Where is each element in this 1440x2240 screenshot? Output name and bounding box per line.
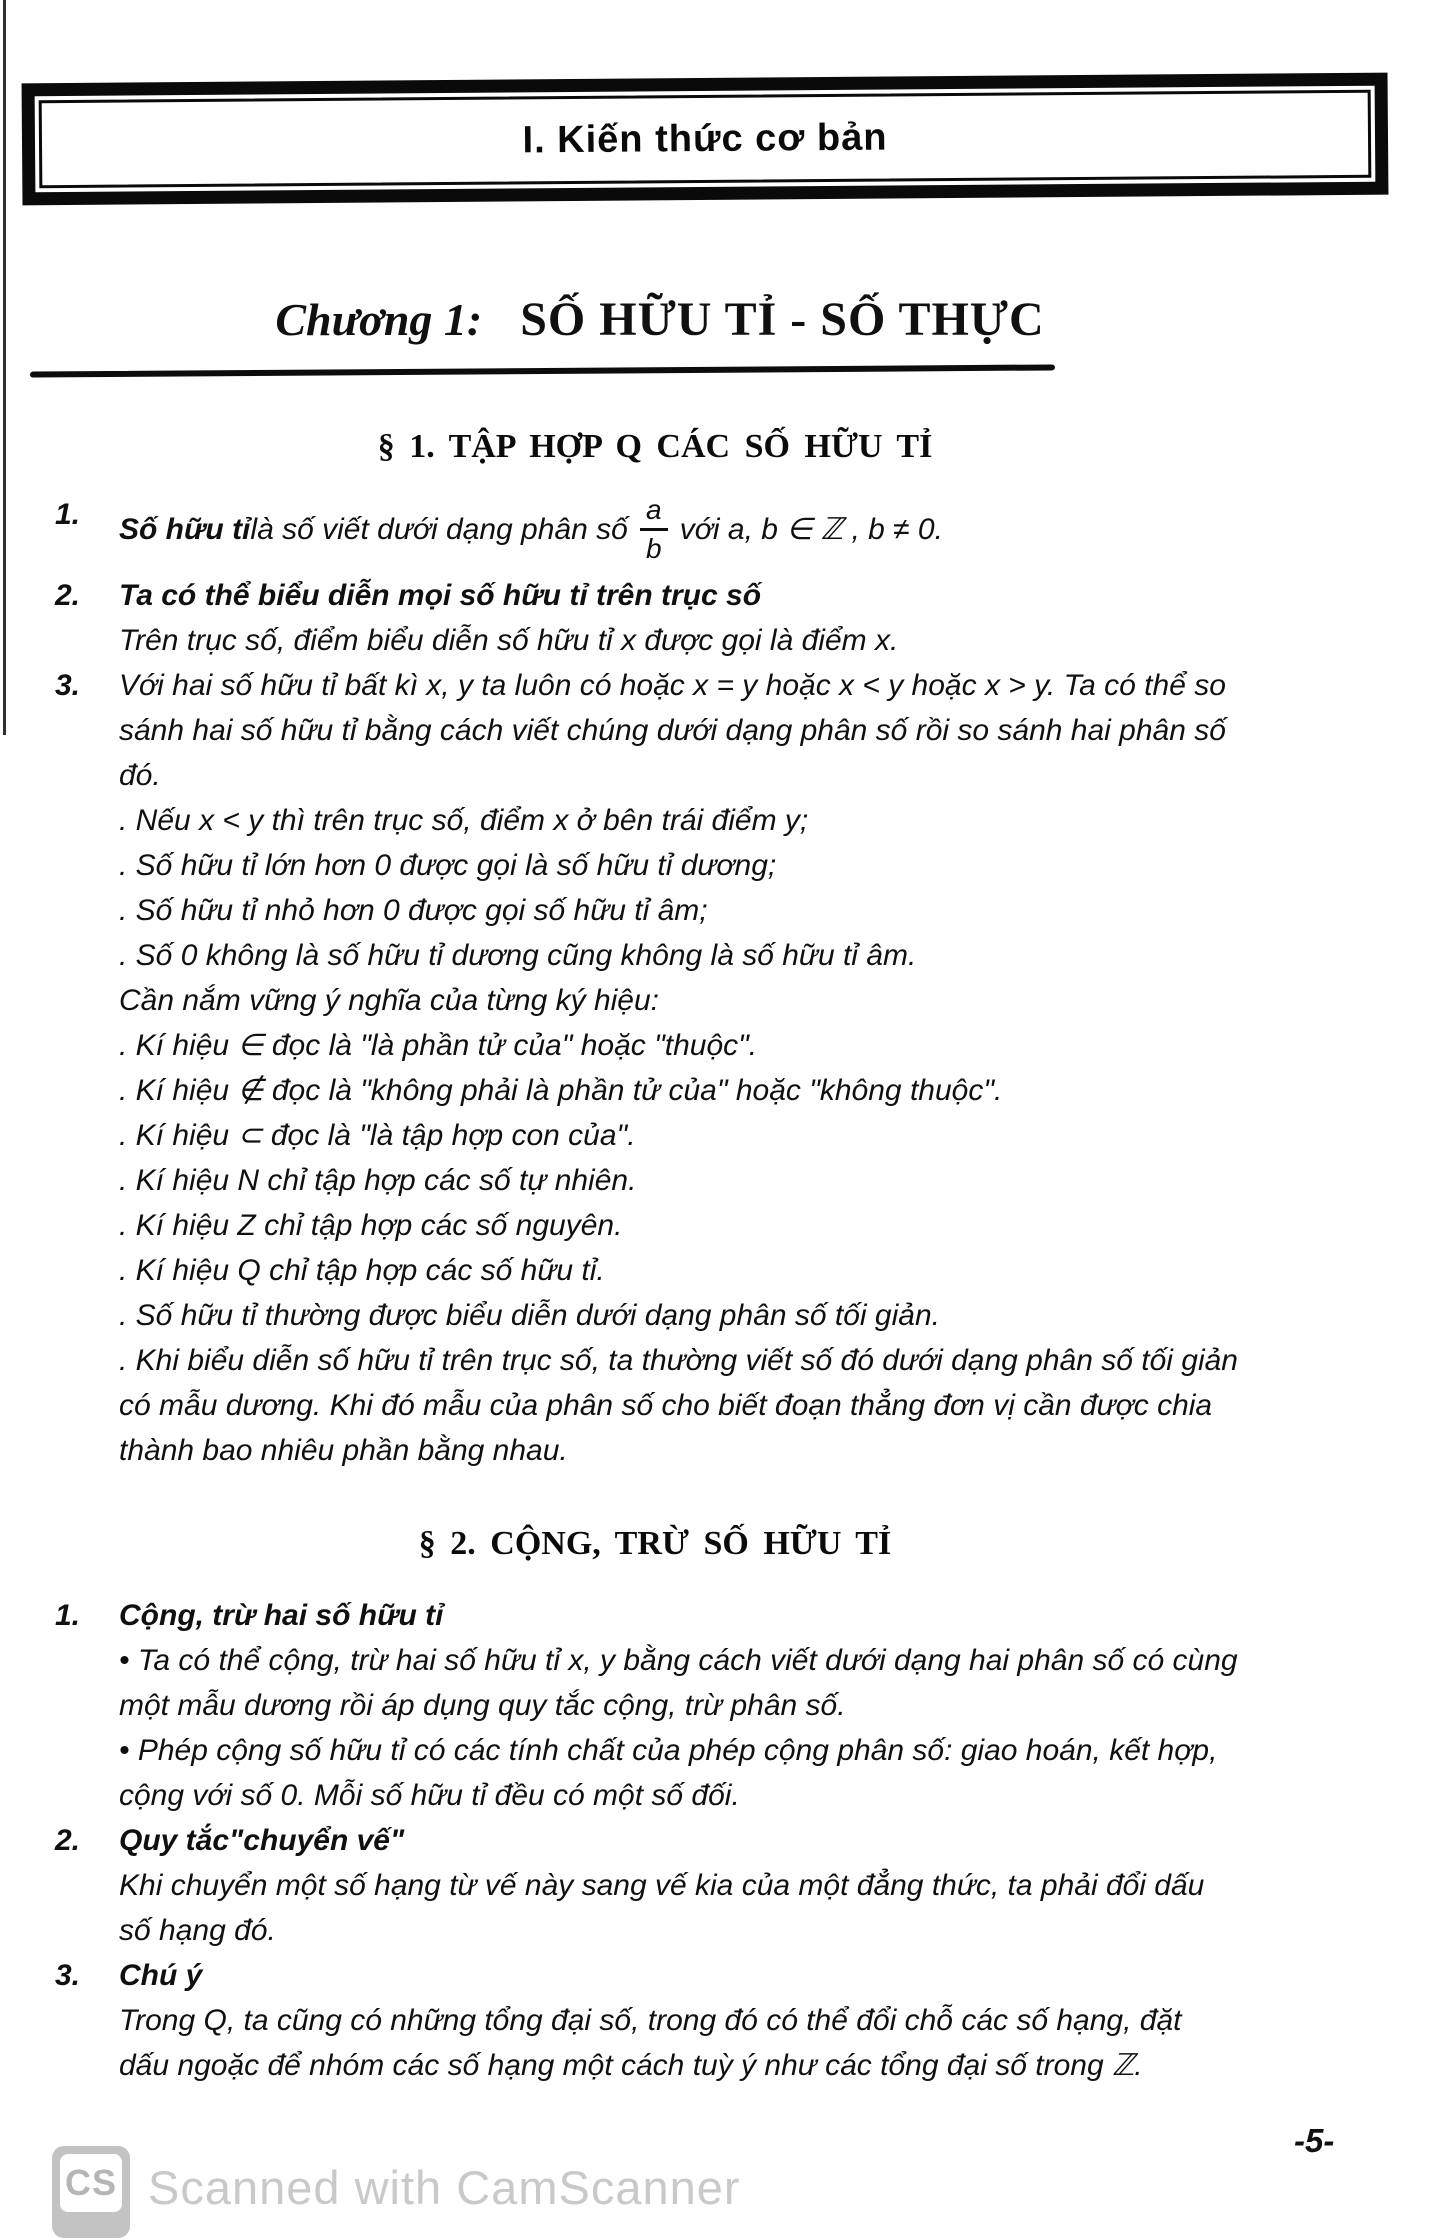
bullet-line: • Ta có thể cộng, trừ hai số hữu tỉ x, y bằng cách viết dưới dạng hai phân số có cùng một mẫu dương rồi áp dụng quy tắc cộng, trừ phân số. (119, 1644, 1238, 1722)
header-box-title: I. Kiến thức cơ bản (522, 116, 888, 161)
note-line: . Kí hiệu Q chỉ tập hợp các số hữu tỉ. (119, 1254, 605, 1287)
page-number: -5- (1294, 2122, 1335, 2159)
note-line: . Nếu x < y thì trên trục số, điểm x ở bên trái điểm y; (119, 804, 809, 837)
note-line: . Kí hiệu Z chỉ tập hợp các số nguyên. (119, 1209, 623, 1242)
camscanner-watermark: Scanned with CamScanner (148, 2161, 741, 2214)
item-number: 1. (55, 1599, 81, 1632)
item-lead: Chú ý (119, 1959, 203, 1992)
section-1-heading: § 1. TẬP HỢP Q CÁC SỐ HỮU TỈ (377, 428, 933, 465)
note-line: . Kí hiệu ⊂ đọc là "là tập hợp con của". (119, 1119, 636, 1152)
item-lead: Số hữu tỉ (119, 513, 251, 546)
page-body (55, 428, 1255, 2088)
item-number: 2. (55, 1824, 81, 1857)
item-text (119, 496, 1239, 563)
list-item-3 (55, 663, 1255, 1473)
chapter-divider-rule (30, 364, 1055, 377)
item-number: 2. (55, 579, 81, 612)
list-item-1 (55, 1593, 1255, 1818)
item-text-pre: là số viết dưới dạng phân số (250, 513, 628, 546)
section-2-heading: § 2. CỘNG, TRỪ SỐ HỮU TỈ (418, 1525, 892, 1562)
note-line: . Số hữu tỉ nhỏ hơn 0 được gọi số hữu tỉ âm; (119, 894, 708, 927)
note-line: . Kí hiệu ∉ đọc là "không phải là phần tử của" hoặc "không thuộc". (119, 1074, 1003, 1107)
header-box-inner-border (39, 90, 1372, 188)
item-text (119, 1593, 1239, 1818)
note-line: . Kí hiệu N chỉ tập hợp các số tự nhiên. (119, 1164, 637, 1197)
item-text (119, 1953, 1239, 2088)
item-text (119, 663, 1239, 1473)
fraction-bar (640, 528, 668, 531)
header-box (22, 73, 1389, 206)
item-number: 3. (55, 1959, 81, 1992)
chapter-heading (0, 292, 1320, 347)
item-text (119, 1818, 1239, 1953)
note-line: . Khi biểu diễn số hữu tỉ trên trục số, ta thường viết số đó dưới dạng phân số tối giản có mẫu dương. Khi đó mẫu của phân số cho biết đoạn thẳng đơn vị cần được chia thành bao nhiêu phần bằng nhau. (119, 1344, 1238, 1467)
item-paragraph: Với hai số hữu tỉ bất kì x, y ta luôn có hoặc x = y hoặc x < y hoặc x > y. Ta có thể so sánh hai số hữu tỉ bằng cách viết chúng dưới dạng phân số rồi so sánh hai phân số đó. (119, 669, 1226, 792)
list-item-2 (55, 573, 1255, 663)
item-body: Trên trục số, điểm biểu diễn số hữu tỉ x được gọi là điểm x. (119, 624, 899, 657)
camscanner-logo (52, 2146, 130, 2238)
item-number: 3. (55, 669, 81, 702)
note-line: . Số hữu tỉ thường được biểu diễn dưới dạng phân số tối giản. (119, 1299, 940, 1332)
scan-edge-artifact (3, 0, 6, 735)
list-item-1 (55, 492, 1255, 573)
list-item-3 (55, 1953, 1255, 2088)
list-item-2 (55, 1818, 1255, 1953)
item-number: 1. (55, 498, 81, 531)
item-body: Khi chuyển một số hạng từ vế này sang vế kia của một đẳng thức, ta phải đổi dấu số hạng đó. (119, 1869, 1205, 1947)
note-subhead: Cần nắm vững ý nghĩa của từng ký hiệu: (119, 984, 659, 1017)
fraction-numerator: a (646, 494, 662, 525)
bullet-line: • Phép cộng số hữu tỉ có các tính chất của phép cộng phân số: giao hoán, kết hợp, cộng với số 0. Mỗi số hữu tỉ đều có một số đối. (119, 1734, 1218, 1812)
note-line: . Số 0 không là số hữu tỉ dương cũng không là số hữu tỉ âm. (119, 939, 917, 972)
item-lead: Quy tắc"chuyển vế" (119, 1824, 405, 1857)
item-text-post: với a, b ∈ ℤ , b ≠ 0. (679, 513, 943, 546)
note-line: . Số hữu tỉ lớn hơn 0 được gọi là số hữu tỉ dương; (119, 849, 777, 882)
chapter-label: Chương 1: (275, 294, 483, 345)
item-lead: Ta có thể biểu diễn mọi số hữu tỉ trên trục số (119, 579, 762, 612)
fraction (640, 496, 668, 563)
item-body: Trong Q, ta cũng có những tổng đại số, trong đó có thể đổi chỗ các số hạng, đặt dấu ngoặc để nhóm các số hạng một cách tuỳ ý như các tổng đại số trong ℤ. (119, 2004, 1182, 2082)
camscanner-logo-text: CS (64, 2162, 117, 2203)
note-line: . Kí hiệu ∈ đọc là "là phần tử của" hoặc "thuộc". (119, 1029, 758, 1062)
item-lead: Cộng, trừ hai số hữu tỉ (119, 1599, 444, 1632)
camscanner-logo-badge (60, 2154, 122, 2212)
chapter-title: SỐ HỮU TỈ - SỐ THỰC (520, 293, 1045, 346)
item-text (119, 573, 1239, 663)
fraction-denominator: b (646, 533, 662, 564)
